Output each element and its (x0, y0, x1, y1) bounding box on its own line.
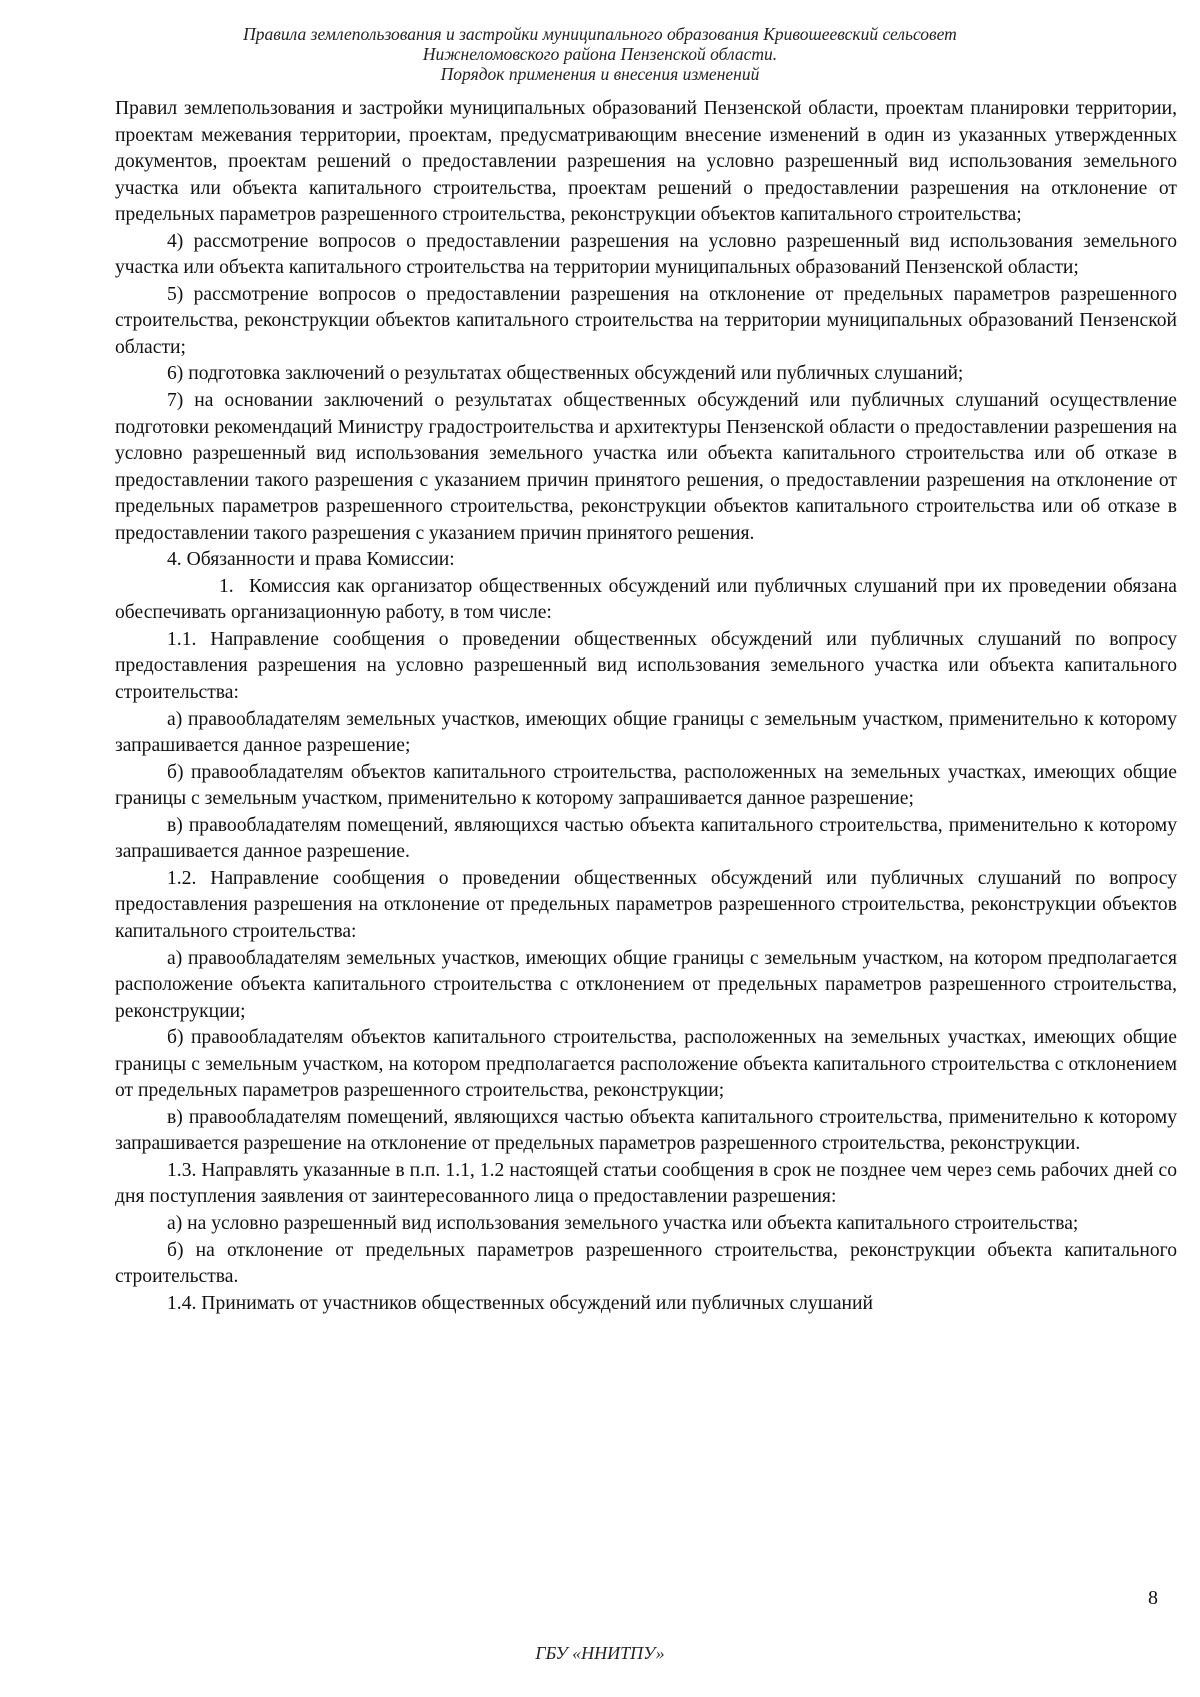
paragraph-item-1-2-v: в) правообладателям помещений, являющихся частью объекта капитального строительства, применительно к которому запрашивается разрешение на отклонение от предельных параметров разрешенного строительства, реконструкции. (115, 1106, 1177, 1155)
header-line-1: Правила землепользования и застройки муниципального образования Кривошеевский сельсовет (243, 24, 957, 44)
page-number: 8 (1148, 1587, 1158, 1609)
item-1-text: Комиссия как организатор общественных обсуждений или публичных слушаний при их проведении обязана обеспечивать организационную работу, в том числе: (115, 575, 1177, 624)
paragraph-item-1-2: 1.2. Направление сообщения о проведении общественных обсуждений или публичных слушаний по вопросу предоставления разрешения на отклонение от предельных параметров разрешенного строительства, реконструкции объектов капитального строительства: (115, 867, 1177, 942)
item-1-number: 1. (219, 575, 234, 597)
header-line-2: Нижнеломовского района Пензенской области. (422, 44, 778, 64)
section-heading-duties: 4. Обязанности и права Комиссии: (167, 549, 455, 571)
paragraph-item-4: 4) рассмотрение вопросов о предоставлении разрешения на условно разрешенный вид использования земельного участка или объекта капитального строительства на территории муниципальных образований Пензенской области; (115, 230, 1177, 279)
paragraph-item-1-3-a: а) на условно разрешенный вид использования земельного участка или объекта капитального строительства; (167, 1212, 1079, 1234)
running-footer: ГБУ «ННИТПУ» (535, 1643, 665, 1663)
header-line-3: Порядок применения и внесения изменений (440, 64, 760, 84)
paragraph-item-1-4: 1.4. Принимать от участников общественных обсуждений или публичных слушаний (167, 1292, 873, 1314)
paragraph-item-7: 7) на основании заключений о результатах общественных обсуждений или публичных слушаний осуществление подготовки рекомендаций Министру градостроительства и архитектуры Пензенской области о предоставлении разрешения на условно разрешенный вид использования земельного участка или объекта капитального строительства или об отказе в предоставлении такого разрешения с указанием причин принятого решения, о предоставлении разрешения на отклонение от предельных параметров разрешенного строительства, реконструкции объектов капитального строительства или об отказе в предоставлении такого разрешения с указанием причин принятого решения. (115, 390, 1177, 544)
paragraph-item-1-2-b: б) правообладателям объектов капитального строительства, расположенных на земельных участках, имеющих общие границы с земельным участком, на котором предполагается расположение объекта капитального строительства с отклонением от предельных параметров разрешенного строительства, реконструкции; (115, 1027, 1177, 1102)
paragraph-item-1-2-a: а) правообладателям земельных участков, имеющих общие границы с земельным участком, на котором предполагается расположение объекта капитального строительства с отклонением от предельных параметров разрешенного строительства, реконструкции; (115, 947, 1177, 1022)
paragraph-item-1-1-b: б) правообладателям объектов капитального строительства, расположенных на земельных участках, имеющих общие границы с земельным участком, применительно к которому запрашивается данное разрешение; (115, 761, 1177, 810)
paragraph-item-5: 5) рассмотрение вопросов о предоставлении разрешения на отклонение от предельных параметров разрешенного строительства, реконструкции объектов капитального строительства на территории муниципальных образований Пензенской области; (115, 283, 1177, 358)
paragraph-item-1 (115, 574, 1177, 627)
paragraph-item-1-1-a: а) правообладателям земельных участков, имеющих общие границы с земельным участком, применительно к которому запрашивается данное разрешение; (115, 708, 1177, 757)
paragraph-continuation: Правил землепользования и застройки муниципальных образований Пензенской области, проектам планировки территории, проектам межевания территории, проектам, предусматривающим внесение изменений в один из указанных утвержденных документов, проектам решений о предоставлении разрешения на условно разрешенный вид использования земельного участка или объекта капитального строительства, проектам решений о предоставлении разрешения на отклонение от предельных параметров разрешенного строительства, реконструкции объектов капитального строительства; (115, 98, 1177, 226)
paragraph-item-1-3: 1.3. Направлять указанные в п.п. 1.1, 1.2 настоящей статьи сообщения в срок не позднее чем через семь рабочих дней со дня поступления заявления от заинтересованного лица о предоставлении разрешения: (115, 1159, 1177, 1208)
paragraph-item-1-1: 1.1. Направление сообщения о проведении общественных обсуждений или публичных слушаний по вопросу предоставления разрешения на условно разрешенный вид использования земельного участка или объекта капитального строительства: (115, 628, 1177, 704)
paragraph-item-1-3-b: б) на отклонение от предельных параметров разрешенного строительства, реконструкции объекта капитального строительства. (115, 1239, 1177, 1288)
document-body (115, 96, 1177, 1317)
running-header (0, 24, 1200, 84)
paragraph-item-6: 6) подготовка заключений о результатах общественных обсуждений или публичных слушаний; (167, 363, 964, 385)
paragraph-item-1-1-v: в) правообладателям помещений, являющихся частью объекта капитального строительства, применительно к которому запрашивается данное разрешение. (115, 814, 1177, 863)
